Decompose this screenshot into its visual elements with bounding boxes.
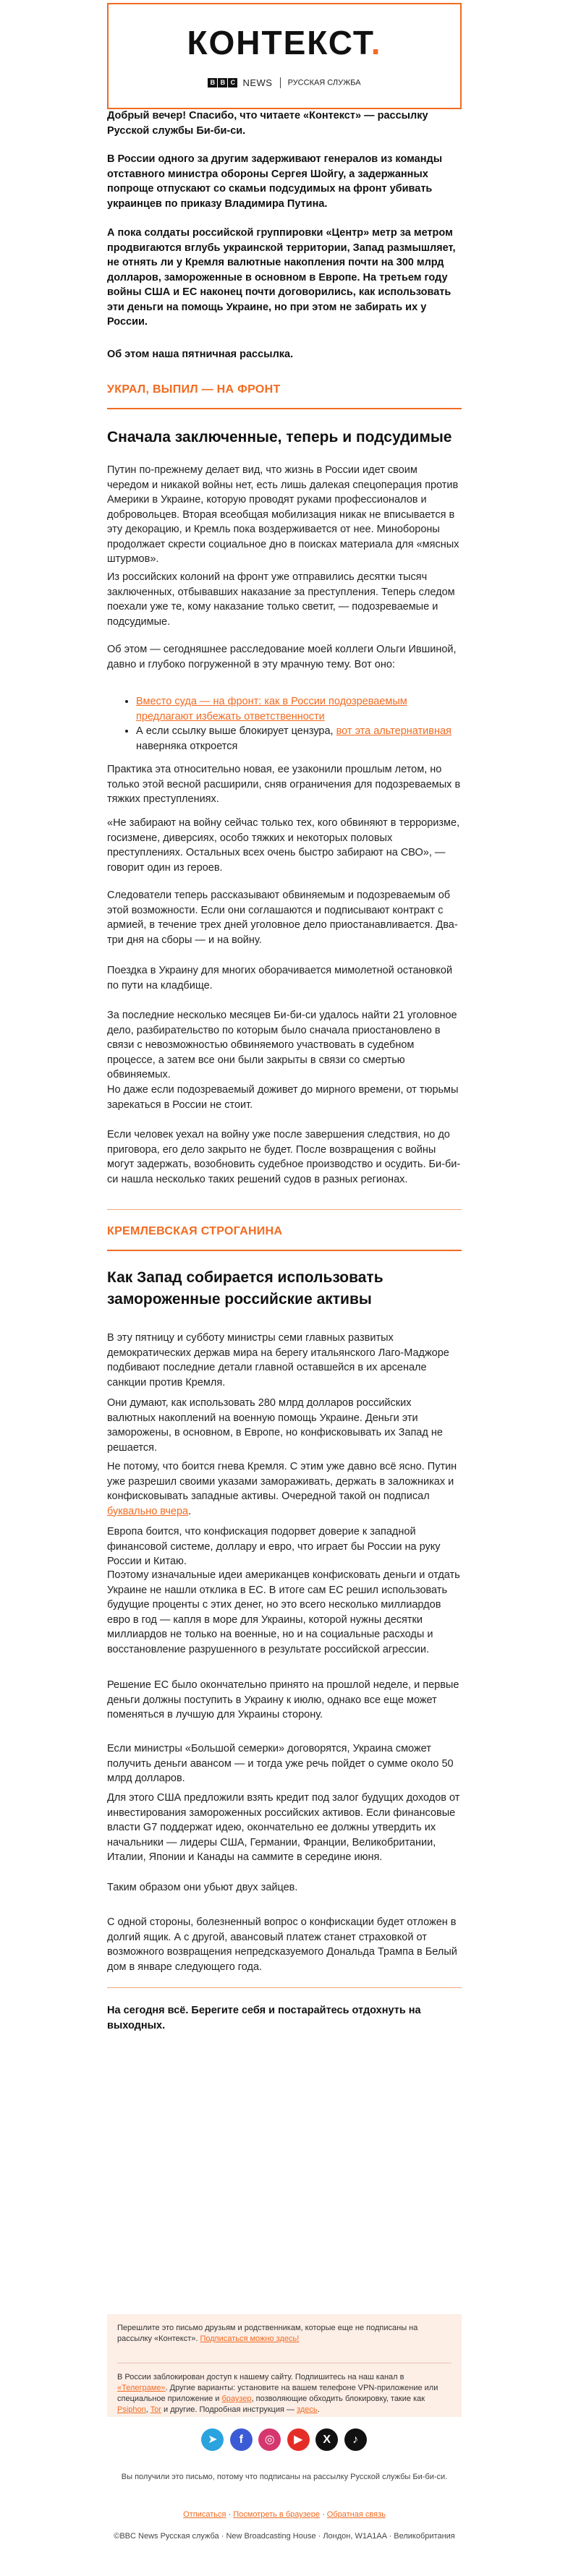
- section-label-kremlin: КРЕМЛЕВСКАЯ СТРОГАНИНА: [107, 1225, 283, 1237]
- feedback-link[interactable]: Обратная связь: [326, 2510, 386, 2519]
- news-label: NEWS: [242, 77, 273, 88]
- article2-paragraph: Решение ЕС было окончательно принято на прошлой неделе, и первые деньги должны поступить в Украину к июлю, однако все еще может поменяться в лучшую для Украины сторону.: [107, 1679, 459, 1720]
- article1-paragraph: Но даже если подозреваемый доживет до мирного времени, от тюрьмы зарекаться в России не стоит.: [107, 1084, 459, 1111]
- article1-quote: «Не забирают на войну сейчас только тех, кого обвиняют в терроризме, госизмене, диверсиях, особо тяжких и некоторых половых преступлениях. Остальных всех очень быстро забирают на СВО», — говорит один из героев.: [107, 817, 460, 874]
- instagram-icon[interactable]: ◎: [258, 2428, 281, 2451]
- newsletter-header: [107, 3, 462, 109]
- section-label-front: УКРАЛ, ВЫПИЛ — НА ФРОНТ: [107, 383, 281, 396]
- article2-paragraph: Они думают, как использовать 280 млрд долларов российских валютных накоплений на военную помощь Украине. Деньги эти заморожены, в основном, в Европе, но конфисковывать их Запад не решается.: [107, 1397, 443, 1454]
- section-divider: [107, 1250, 462, 1251]
- view-in-browser-link[interactable]: Посмотреть в браузере: [233, 2510, 321, 2519]
- share-note: [117, 2323, 452, 2345]
- bullet-text: наверняка откроется: [136, 740, 238, 752]
- article1-link-list: [107, 694, 462, 754]
- bbc-letter-b1: B: [208, 78, 217, 88]
- article2-paragraph: С одной стороны, болезненный вопрос о конфискации будет отложен в долгий ящик. А с другой, авансовый платеж станет страховкой от возможного возвращения непредсказуемого Дональда Трампа в Белый дом в январе следующего года.: [107, 1916, 457, 1973]
- article1-paragraph: Если человек уехал на войну уже после завершения следствия, но до приговора, его дело закрыто не будет. После возвращения с войны могут задержать, возобновить судебное производство и осудить. Би-би-си нашла несколько таких решений судов в разных регионах.: [107, 1129, 461, 1185]
- blocking-text: и другие. Подробная инструкция —: [161, 2405, 297, 2414]
- subscription-note: Вы получили это письмо, потому что подписаны на рассылку Русской службы Би-би-си.: [121, 2473, 448, 2481]
- article2-paragraph: В эту пятницу и субботу министры семи главных развитых демократических держав мира на берегу итальянского Лаго-Маджоре подбивают последние детали главной оставшейся в их арсенале санкции против Кремля.: [107, 1332, 449, 1389]
- article1-paragraph: За последние несколько месяцев Би-би-си удалось найти 21 уголовное дело, разбирательство по которым было сначала приостановлено в связи с невозможностью обвиняемого участвовать в судебном процессе, а затем все они были закрыты в связи со смертью обвиняемых.: [107, 1010, 457, 1080]
- blocking-note: [117, 2372, 452, 2415]
- unsubscribe-link[interactable]: Отписаться: [183, 2510, 226, 2519]
- tor-link[interactable]: Tor: [150, 2405, 161, 2414]
- bbc-letter-c: C: [228, 78, 237, 88]
- blocking-text: ,: [145, 2405, 151, 2414]
- list-item: [136, 724, 462, 754]
- bullet-text: А если ссылку выше блокирует цензура,: [136, 725, 336, 737]
- x-icon[interactable]: X: [315, 2428, 338, 2451]
- blocking-text: . Другие варианты: установите на вашем телефоне VPN-приложение или специальное приложение и: [117, 2384, 438, 2403]
- section-divider: [107, 1209, 462, 1210]
- article2-paragraph: [107, 1459, 462, 1519]
- closing-text: На сегодня всё. Берегите себя и постарайтесь отдохнуть на выходных.: [107, 2005, 421, 2031]
- link-separator: ·: [320, 2510, 327, 2519]
- article-title-prisoners: Сначала заключенные, теперь и подсудимые: [107, 429, 452, 445]
- telegram-link[interactable]: «Телеграме»: [117, 2384, 166, 2392]
- investigation-link[interactable]: Вместо суда — на фронт: как в России подозреваемым предлагают избежать ответственности: [136, 696, 407, 722]
- article-title-assets: Как Запад собирается использовать замороженные российские активы: [107, 1269, 383, 1308]
- facebook-icon[interactable]: f: [230, 2428, 253, 2451]
- logo-dot: .: [370, 24, 382, 61]
- bbc-brand: [109, 77, 460, 88]
- article2-paragraph: Если министры «Большой семерки» договорятся, Украина сможет получить деньги авансом — и тогда уже речь пойдет о сумме около 50 млрд долларов.: [107, 1743, 454, 1784]
- browser-link[interactable]: браузер: [221, 2394, 252, 2403]
- footer-links: [107, 2509, 462, 2520]
- decree-link[interactable]: буквально вчера: [107, 1505, 189, 1517]
- blocking-text: В России заблокирован доступ к нашему сайту. Подпишитесь на наш канал в: [117, 2373, 404, 2381]
- blocking-text: , позволяющие обходить блокировку, такие как: [251, 2394, 425, 2403]
- alternative-link[interactable]: вот эта альтернативная: [336, 725, 452, 737]
- article2-paragraph: Для этого США предложили взять кредит под залог будущих доходов от инвестирования замороженных российских активов. Если финансовые власти G7 поддержат идею, окончательно ее должны утвердить их начальники — лидеры США, Германии, Франции, Великобритании, Италии, Японии и Канады на саммите в середине июня.: [107, 1792, 460, 1863]
- intro-greeting: Добрый вечер! Спасибо, что читаете «Контекст» — рассылку Русской службы Би-би-си.: [107, 110, 428, 137]
- logo-text: КОНТЕКСТ: [187, 24, 371, 61]
- youtube-icon[interactable]: ▶: [287, 2428, 310, 2451]
- article1-paragraph: Об этом — сегодняшнее расследование моей коллеги Ольги Ившиной, давно и глубоко погруженной в эту мрачную тему. Вот оно:: [107, 644, 457, 670]
- intro-paragraph-generals: В России одного за другим задерживают генералов из команды отставного министра обороны Сергея Шойгу, а задержанных попроще отпускают со скамьи подсудимых на фронт убивать украинцев по приказу Владимира Путина.: [107, 153, 443, 210]
- link-separator: ·: [226, 2510, 234, 2519]
- article2-paragraph: Таким образом они убьют двух зайцев.: [107, 1882, 298, 1893]
- intro-paragraph-assets: А пока солдаты российской группировки «Центр» метр за метром продвигаются вглубь украинской территории, Запад размышляет, не отнять ли у Кремля валютные накопления почти на 300 млрд долларов, замороженные в основном в Европе. На третьем году войны США и ЕС наконец почти договорились, как использовать эти деньги на помощь Украине, но при этом не забирать их у России.: [107, 227, 456, 328]
- subscribe-link[interactable]: Подписаться можно здесь!: [200, 2334, 300, 2343]
- intro-outro: Об этом наша пятничная рассылка.: [107, 349, 294, 360]
- article1-paragraph: Поездка в Украину для многих оборачивается мимолетной остановкой по пути на кладбище.: [107, 965, 453, 991]
- article1-paragraph: Практика эта относительно новая, ее узаконили прошлым летом, но только этой весной расширили, сняв ограничения для подозреваемых в тяжких преступлениях.: [107, 764, 461, 805]
- section-divider: [107, 1987, 462, 1988]
- list-item: [136, 694, 462, 724]
- footer-address: ©BBC News Русская служба · New Broadcasting House · Лондон, W1A1AA · Великобритания: [114, 2532, 455, 2541]
- article2-paragraph: Поэтому изначальные идеи американцев конфисковать деньги и отдать Украине не нашли отклика в ЕС. В итоге сам ЕС решил использовать будущие проценты с этих денег, но это всего несколько миллиардов евро в год — капля в море для Украины, которой нужны десятки миллиардов не только на военные, но и на социальные расходы и восстановление разрушенного в результате российской агрессии.: [107, 1569, 460, 1655]
- kontekst-logo: [109, 23, 460, 62]
- section-divider: [107, 408, 462, 409]
- telegram-icon[interactable]: ➤: [201, 2428, 224, 2451]
- article2-paragraph: Европа боится, что конфискация подорвет доверие к западной финансовой системе, доллару и евро, что играет бы России на руку России и Китаю.: [107, 1526, 441, 1567]
- footer-info-box: [107, 2314, 462, 2417]
- article1-paragraph: Путин по-прежнему делает вид, что жизнь в России идет своим чередом и никакой войны нет, есть лишь далекая спецоперация против Америки в Украине, которую проводят руками профессионалов и добровольцев. Вторая всеобщая мобилизация никак не вписывается в эту декорацию, и Кремль пока воздерживается от нее. Минобороны продолжает скрести социальное дно в поисках материала для «мясных штурмов».: [107, 464, 459, 565]
- share-text: Перешлите это письмо друзьям и родственникам, которые еще не подписаны на рассылку «Контекст».: [117, 2324, 418, 2343]
- article1-paragraph: Из российских колоний на фронт уже отправились десятки тысяч заключенных, отбывавших наказание за преступления. Теперь следом поехали уже те, кому наказание только светит, — подозреваемые и подсудимые.: [107, 571, 455, 628]
- article1-paragraph: Следователи теперь рассказывают обвиняемым и подозреваемым об этой возможности. Если они соглашаются и подписывают контракт с армией, в течение трех дней уголовное дело приостанавливается. Два-три дня на сборы — и на войну.: [107, 890, 458, 946]
- bbc-letter-b2: B: [218, 78, 227, 88]
- blocking-text: .: [317, 2405, 320, 2414]
- tiktok-icon[interactable]: ♪: [344, 2428, 367, 2451]
- service-label: РУССКАЯ СЛУЖБА: [287, 78, 361, 88]
- paragraph-text: .: [188, 1505, 192, 1517]
- psiphon-link[interactable]: Psiphon: [117, 2405, 146, 2414]
- social-links: [0, 2428, 568, 2451]
- instructions-link[interactable]: здесь: [297, 2405, 318, 2414]
- paragraph-text: Не потому, что боится гнева Кремля. С этим уже давно всё ясно. Путин уже разрешил своими указами замораживать, держать в заложниках и конфисковывать западные активы. Очередной такой он подписал: [107, 1461, 457, 1502]
- brand-divider: [280, 77, 281, 88]
